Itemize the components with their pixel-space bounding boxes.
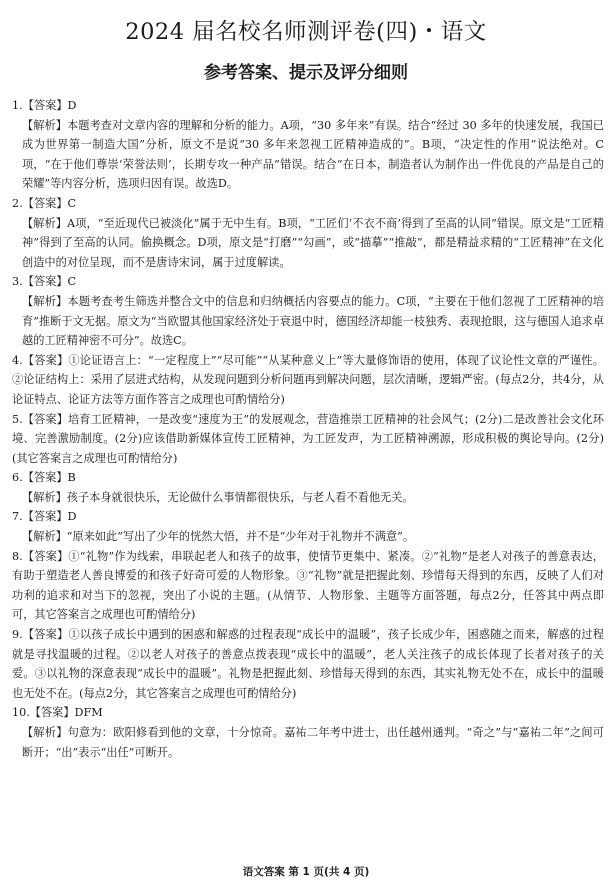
answer-list bbox=[12, 96, 604, 762]
explanation-text: 【解析】句意为：欧阳修看到他的文章，十分惊奇。嘉祐二年考中进士，出任越州通判。“奇之”与“嘉祐二年”之间可断开；“出”表示“出任”可断开。 bbox=[22, 726, 604, 759]
answer-line bbox=[12, 272, 604, 292]
answer-item bbox=[12, 468, 604, 507]
question-number: 9. bbox=[12, 628, 23, 642]
question-number: 4. bbox=[12, 353, 23, 367]
question-number: 2. bbox=[12, 196, 23, 210]
answer-text: 【答案】C bbox=[22, 196, 76, 210]
answer-text: 【答案】①“礼物”作为线索，串联起老人和孩子的故事，使情节更集中、紧凑。②“礼物”是老人对孩子的善意表达，有助于塑造老人善良博爱的和孩子好奇可爱的人物形象。③“礼物”就是把握此刻、珍惜每天得到的东西，反映了人们对功利的追求和对当下的忽视，突出了小说的主题。(从情节、人物形象、主题等方面答题，每点2分，任答其中两点即可，其它答案言之成理也可酌情给分) bbox=[12, 549, 604, 622]
question-number: 10. bbox=[12, 706, 30, 720]
answer-line bbox=[12, 547, 604, 625]
answer-line bbox=[12, 507, 604, 527]
answer-item bbox=[12, 96, 604, 194]
question-number: 7. bbox=[12, 510, 23, 524]
answer-line bbox=[12, 468, 604, 488]
answer-text: 【答案】①以孩子成长中遇到的困惑和解惑的过程表现“成长中的温暖”，孩子长成少年，困惑随之而来，解惑的过程就是寻找温暖的过程。②以老人对孩子的善意点拨表现“成长中的温暖”，老人关注孩子的成长体现了长者对孩子的关爱。③以礼物的深意表现“成长中的温暖”。礼物是把握此刻、珍惜每天得到的东西，其实礼物无处不在，成长中的温暖也无处不在。(每点2分，其它答案言之成理也可酌情给分) bbox=[12, 628, 604, 700]
answer-text: 【答案】DFM bbox=[29, 706, 103, 720]
explanation-text: 【解析】“原来如此”写出了少年的恍然大悟，并不是“少年对于礼物并不满意”。 bbox=[22, 530, 415, 544]
page-title: 2024 届名校名师测评卷(四)・语文 bbox=[125, 19, 487, 45]
answer-line bbox=[12, 351, 604, 410]
question-number: 6. bbox=[12, 471, 23, 485]
answer-text: 【答案】培育工匠精神，一是改变“速度为王”的发展观念，营造推崇工匠精神的社会风气；(2分)二是改善社会文化环境、完善激励制度。(2分)应该借助新媒体宣传工匠精神，为工匠发声，为工匠精神溯源，形成积极的舆论导向。(2分)(其它答案言之成理也可酌情给分) bbox=[12, 412, 604, 465]
answer-item bbox=[12, 410, 604, 469]
answer-line bbox=[12, 625, 604, 703]
answer-item bbox=[12, 272, 604, 350]
answer-item bbox=[12, 507, 604, 546]
page-footer: 语文答案 第 1 页(共 4 页) bbox=[242, 866, 370, 878]
question-number: 3. bbox=[12, 275, 23, 289]
answer-item bbox=[12, 625, 604, 703]
answer-line bbox=[12, 194, 604, 214]
answer-text: 【答案】D bbox=[22, 99, 77, 112]
answer-text: 【答案】C bbox=[22, 275, 76, 289]
answer-text: 【答案】①论证语言上：“一定程度上”“尽可能”“从某种意义上”等大量修饰语的使用，体现了议论性文章的严谨性。②论证结构上：采用了层进式结构，从发现问题到分析问题再到解决问题，层次清晰，逻辑严密。(每点2分，共4分，从论证特点、论证方法等方面作答言之成理也可酌情给分) bbox=[12, 353, 604, 406]
answer-line bbox=[12, 410, 604, 469]
answer-item bbox=[12, 351, 604, 410]
answer-text: 【答案】D bbox=[22, 510, 77, 524]
explanation-text: 【解析】本题考查对文章内容的理解和分析的能力。A项，“30 多年来”有误。结合“经过 30 多年的快速发展，我国已成为世界第一制造大国”分析，原文不是说“30 多年来忽视工匠精神造成的”。B项，“决定性的作用”说法绝对。C项，“在于他们尊崇‘荣誉法则’，长期专攻一种产品”错误。结合“在日本，制造者认为制作出一件优良的产品是自己的荣耀”等内容分析，选项归因有误。故选D。 bbox=[22, 118, 604, 191]
answer-text: 【答案】B bbox=[22, 471, 76, 485]
explanation-text: 【解析】孩子本身就很快乐，无论做什么事情都很快乐，与老人看不看他无关。 bbox=[22, 490, 414, 504]
explanation-text: 【解析】A项，“至近现代已被淡化”属于无中生有。B项，“工匠们‘不衣不商’得到了至高的认同”错误。原文是“工匠精神”得到了至高的认同。偷换概念。D项，原文是“打磨”“勾画”，或“描摹”“推敲”，都是精益求精的“工匠精神”在文化创造中的对位呈现，而不是唐诗宋词，属于过度解读。 bbox=[22, 216, 604, 269]
explanation-text: 【解析】本题考查考生筛选并整合文中的信息和归纳概括内容要点的能力。C项，“主要在于他们忽视了工匠精神的培育”推断于文无据。原文为“当欧盟其他国家经济处于衰退中时，德国经济却能一枝独秀、表现抢眼，这与德国人追求卓越的工匠精神密不可分”。故选C。 bbox=[22, 294, 605, 348]
answer-line bbox=[12, 96, 604, 116]
page-subtitle: 参考答案、提示及评分细则 bbox=[204, 63, 408, 83]
answer-line bbox=[12, 703, 604, 723]
answer-item bbox=[12, 194, 604, 272]
answer-item bbox=[12, 703, 604, 762]
answer-item bbox=[12, 547, 604, 625]
question-number: 5. bbox=[12, 412, 23, 426]
question-number: 8. bbox=[12, 549, 23, 563]
question-number: 1. bbox=[12, 99, 23, 112]
